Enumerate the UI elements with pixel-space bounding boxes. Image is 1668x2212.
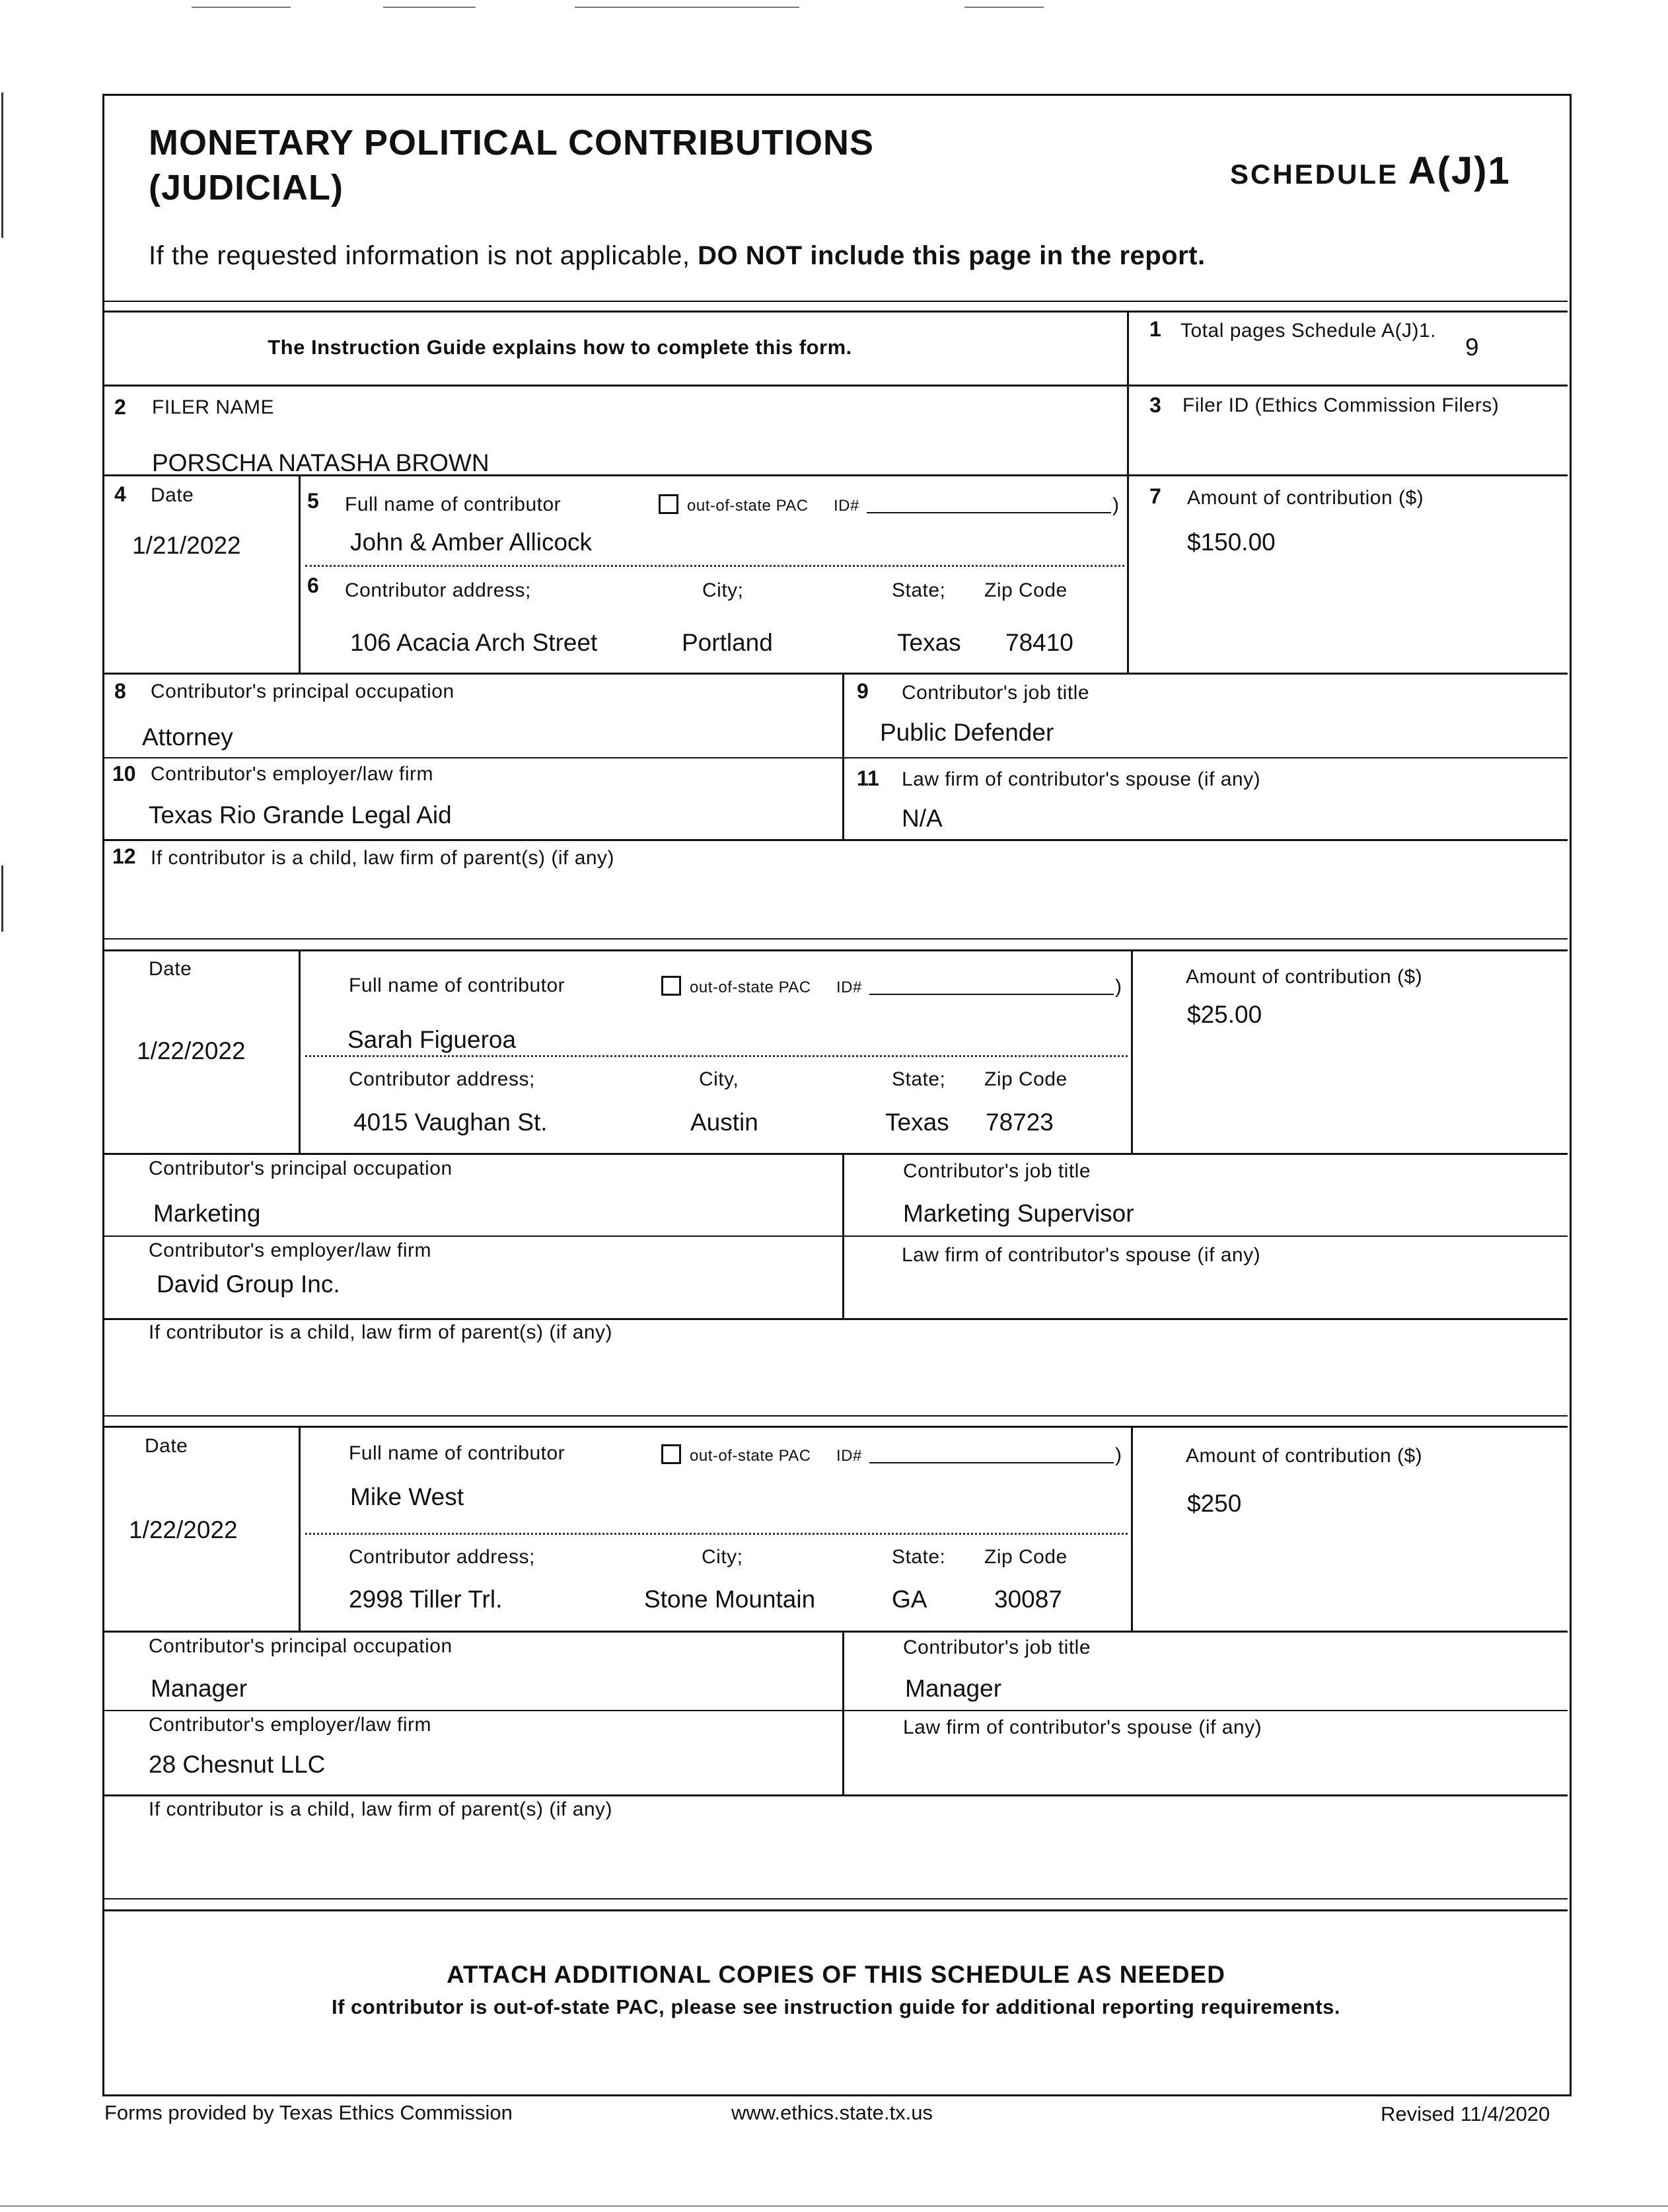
field-number: 4 [114,482,126,506]
contributor-job-title: Manager [905,1675,1002,1702]
contribution-date: 1/22/2022 [137,1037,246,1064]
state-label: State; [892,579,946,601]
field-number: 6 [307,573,319,597]
child-firm-label: If contributor is a child, law firm of parent(s) (if any) [149,1798,613,1820]
scan-top-mark [383,7,476,8]
form-title-line1: MONETARY POLITICAL CONTRIBUTIONS [149,123,874,163]
scan-top-mark [575,7,799,8]
amount-label: Amount of contribution ($) [1186,966,1423,988]
row-rule [104,1710,1568,1711]
employer-label: Contributor's employer/law firm [149,1714,432,1736]
pac-id-line[interactable] [869,994,1114,995]
contributor-employer: 28 Chesnut LLC [149,1751,326,1778]
date-column-divider [299,949,301,1153]
id-label: ID# [836,1447,862,1465]
contributor-name: Mike West [350,1483,464,1510]
contributor-city: Stone Mountain [644,1586,816,1613]
field-number: 11 [857,766,879,790]
date-column-divider [299,1426,301,1631]
occupation-label: Contributor's principal occupation [151,681,454,702]
out-of-state-pac-label: out-of-state PAC [690,1447,811,1465]
row-rule [104,1153,1568,1155]
spouse-firm-value: N/A [902,805,943,832]
job-title-label: Contributor's job title [902,682,1090,704]
field-number: 1 [1149,317,1161,341]
contributor-zip: 30087 [994,1586,1062,1613]
block-separator [104,1426,1568,1428]
scan-top-mark [964,7,1044,8]
row-rule [104,1794,1568,1796]
zip-label: Zip Code [984,579,1068,601]
contributor-address: 4015 Vaughan St. [353,1109,548,1136]
row-rule [104,385,1568,387]
amount-column-divider [1127,474,1129,673]
address-label: Contributor address; [345,579,531,601]
instruction-note: The Instruction Guide explains how to complete this form. [268,336,852,359]
footer-provider: Forms provided by Texas Ethics Commission [104,2101,513,2124]
row-rule [104,839,1568,841]
amount-label: Amount of contribution ($) [1187,487,1424,509]
id-paren: ) [1115,976,1122,998]
id-paren: ) [1112,494,1120,516]
right-column-divider [1127,311,1129,476]
occupation-label: Contributor's principal occupation [149,1635,453,1657]
amount-label: Amount of contribution ($) [1186,1445,1423,1467]
contributor-job-title: Marketing Supervisor [903,1200,1134,1227]
date-column-divider [299,474,301,673]
row-rule [104,673,1568,675]
contributor-name: John & Amber Allicock [350,529,593,556]
occupation-divider [842,1631,844,1794]
filer-name-label: FILER NAME [152,396,275,418]
block-separator [104,949,1568,951]
state-label: State: [892,1546,946,1568]
field-number: 8 [114,679,126,703]
full-name-label: Full name of contributor [349,1442,565,1464]
schedule-label [1230,149,1511,193]
header-rule [104,301,1568,302]
id-paren: ) [1115,1444,1122,1466]
contribution-amount: $150.00 [1187,529,1276,556]
field-number: 10 [112,762,136,786]
block-separator [104,938,1568,940]
address-label: Contributor address; [349,1068,535,1090]
pac-id-line[interactable] [869,1462,1114,1463]
contribution-date: 1/21/2022 [132,532,241,559]
contributor-state: GA [892,1586,927,1613]
schedule-word: SCHEDULE [1230,159,1399,190]
date-label: Date [145,1435,188,1457]
job-title-label: Contributor's job title [903,1160,1091,1182]
scan-edge-mark [1,866,3,932]
zip-label: Zip Code [984,1068,1068,1090]
contributor-address: 2998 Tiller Trl. [349,1586,503,1613]
contributor-city: Portland [682,629,773,656]
field-number: 7 [1149,484,1161,508]
field-number: 12 [112,844,136,868]
filer-id-label: Filer ID (Ethics Commission Filers) [1182,394,1500,416]
out-of-state-pac-checkbox[interactable] [659,494,678,514]
contributor-state: Texas [885,1109,949,1136]
row-rule [104,1318,1568,1320]
field-number: 3 [1149,393,1161,417]
field-number: 2 [114,395,126,419]
child-firm-label: If contributor is a child, law firm of parent(s) (if any) [149,1321,613,1343]
footer-website[interactable]: www.ethics.state.tx.us [731,2101,933,2124]
contribution-amount: $250 [1187,1490,1242,1517]
city-label: City, [699,1068,739,1090]
contributor-address: 106 Acacia Arch Street [350,629,598,656]
contributor-occupation: Manager [151,1675,248,1702]
employer-label: Contributor's employer/law firm [149,1239,432,1261]
spouse-firm-label: Law firm of contributor's spouse (if any) [902,1244,1261,1266]
city-label: City; [702,579,744,601]
id-label: ID# [836,978,862,996]
child-firm-label: If contributor is a child, law firm of parent(s) (if any) [151,847,615,869]
field-number: 9 [857,679,869,703]
name-dotted-line [305,1533,1128,1535]
contributor-occupation: Marketing [153,1200,261,1227]
contributor-zip: 78723 [986,1109,1054,1136]
full-name-label: Full name of contributor [345,494,562,515]
out-of-state-pac-label: out-of-state PAC [687,497,809,515]
spouse-firm-label: Law firm of contributor's spouse (if any) [902,768,1261,790]
block-separator [104,1415,1568,1417]
occupation-divider [842,673,844,839]
note-prefix: If the requested information is not applicable, [149,241,690,270]
footer-revision: Revised 11/4/2020 [1381,2102,1550,2125]
amount-column-divider [1131,949,1133,1153]
block-separator [104,1909,1568,1911]
out-of-state-pac-checkbox[interactable] [661,1444,681,1464]
date-label: Date [151,484,194,506]
address-label: Contributor address; [349,1546,535,1568]
scan-edge-mark [1,92,3,238]
total-pages-label: Total pages Schedule A(J)1. [1180,320,1437,342]
filer-name-value: PORSCHA NATASHA BROWN [152,449,490,476]
row-rule [104,757,1568,758]
city-label: City; [702,1546,743,1568]
field-number: 5 [307,489,319,513]
block-separator [104,1898,1568,1899]
row-rule [104,1631,1568,1633]
date-label: Date [149,958,192,980]
out-of-state-pac-checkbox[interactable] [661,976,681,996]
header-rule [104,311,1568,313]
total-pages-value: 9 [1465,334,1479,361]
row-rule [104,1235,1568,1237]
contributor-zip: 78410 [1005,629,1073,656]
contributor-state: Texas [897,629,961,656]
contributor-city: Austin [690,1109,758,1136]
form-title-line2: (JUDICIAL) [149,168,344,207]
note-bold: DO NOT include this page in the report. [698,241,1206,270]
pac-id-line[interactable] [867,512,1111,513]
contributor-employer: David Group Inc. [157,1271,340,1298]
attach-notice: ATTACH ADDITIONAL COPIES OF THIS SCHEDULE AS NEEDED [447,1961,1225,1988]
employer-label: Contributor's employer/law firm [151,763,434,785]
scan-top-mark [192,7,291,8]
scan-bottom-mark [0,2205,1668,2207]
occupation-label: Contributor's principal occupation [149,1158,453,1179]
contributor-name: Sarah Figueroa [347,1026,517,1053]
contribution-date: 1/22/2022 [129,1516,238,1543]
spouse-firm-label: Law firm of contributor's spouse (if any) [903,1716,1262,1738]
schedule-code: A(J)1 [1408,149,1511,192]
amount-column-divider [1131,1426,1133,1631]
contributor-job-title: Public Defender [880,719,1054,746]
contributor-occupation: Attorney [142,723,233,751]
pac-reporting-note: If contributor is out-of-state PAC, please see instruction guide for additional reporting requirements. [331,1995,1340,2018]
job-title-label: Contributor's job title [903,1637,1091,1658]
zip-label: Zip Code [984,1546,1068,1568]
out-of-state-pac-label: out-of-state PAC [690,978,811,996]
id-label: ID# [834,497,859,515]
contributor-employer: Texas Rio Grande Legal Aid [149,801,452,829]
name-dotted-line [305,1055,1128,1057]
full-name-label: Full name of contributor [349,975,565,996]
state-label: State; [892,1068,946,1090]
applicability-note [149,241,1206,271]
row-rule [104,474,1568,476]
contribution-amount: $25.00 [1187,1001,1262,1028]
name-dotted-line [305,565,1124,567]
